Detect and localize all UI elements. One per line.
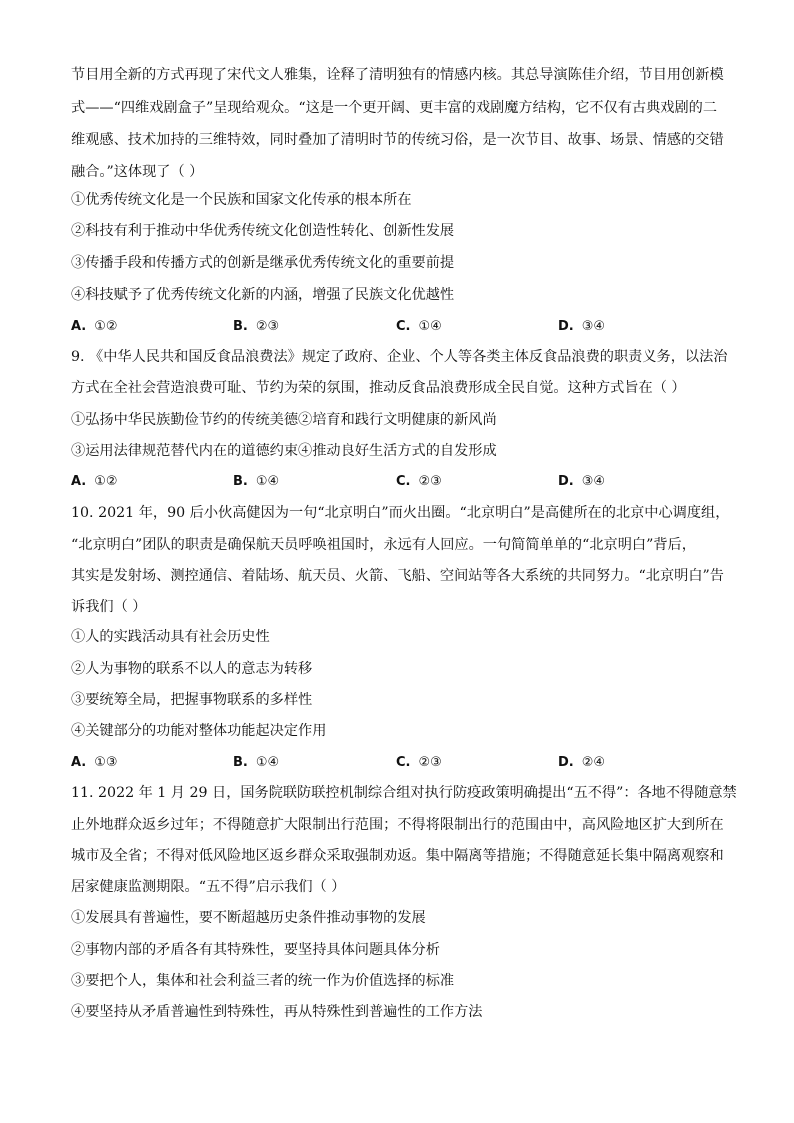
q8-statement: ②科技有利于推动中华优秀传统文化创造性转化、创新性发展 bbox=[71, 223, 455, 239]
q10-option-b: B. ①④ bbox=[233, 755, 280, 770]
q9-option-a: A. ①② bbox=[71, 474, 118, 489]
q8-stem-line: 式——“四维戏剧盒子”呈现给观众。“这是一个更开阔、更丰富的戏剧魔方结构，它不仅有古典戏剧的二 bbox=[71, 100, 718, 116]
q9-option-b: B. ①④ bbox=[233, 474, 280, 489]
q10-statement: ③要统筹全局，把握事物联系的多样性 bbox=[71, 692, 313, 708]
q8-option-c: C. ①④ bbox=[396, 319, 442, 334]
q10-statement: ①人的实践活动具有社会历史性 bbox=[71, 629, 270, 645]
q10-option-c: C. ②③ bbox=[396, 755, 442, 770]
q8-stem-line: 维观感、技术加持的三维特效，同时叠加了清明时节的传统习俗，是一次节目、故事、场景、情感的交错 bbox=[71, 132, 724, 148]
q9-option-d: D. ③④ bbox=[558, 474, 606, 489]
q8-option-d: D. ③④ bbox=[558, 319, 606, 334]
q11-statement: ③要把个人，集体和社会利益三者的统一作为价值选择的标准 bbox=[71, 973, 455, 989]
q8-stem-line: 节目用全新的方式再现了宋代文人雅集，诠释了清明独有的情感内核。其总导演陈佳介绍，节目用创新模 bbox=[71, 67, 724, 83]
q9-stem-line: 方式在全社会营造浪费可耻、节约为荣的氛围，推动反食品浪费形成全民自觉。这种方式旨在（ ） bbox=[71, 380, 686, 396]
q9-statement: ①弘扬中华民族勤俭节约的传统美德②培育和践行文明健康的新风尚 bbox=[71, 412, 497, 428]
q8-stem-line: 融合。”这体现了（ ） bbox=[71, 164, 204, 180]
q11-stem-line: 止外地群众返乡过年；不得随意扩大限制出行范围；不得将限制出行的范围由中，高风险地区扩大到所在 bbox=[71, 817, 724, 833]
q11-statement: ①发展具有普遍性，要不断超越历史条件推动事物的发展 bbox=[71, 910, 426, 926]
q11-stem-line: 居家健康监测期限。“五不得”启示我们（ ） bbox=[71, 879, 346, 895]
q9-option-c: C. ②③ bbox=[396, 474, 442, 489]
q10-statement: ②人为事物的联系不以人的意志为转移 bbox=[71, 661, 313, 677]
q8-statement: ③传播手段和传播方式的创新是继承优秀传统文化的重要前提 bbox=[71, 255, 455, 271]
q9-statement: ③运用法律规范替代内在的道德约束④推动良好生活方式的自发形成 bbox=[71, 443, 497, 459]
q10-stem-line: 10. 2021 年，90 后小伙高健因为一句“北京明白”而火出圈。“北京明白”是高健所在的北京中心调度组， bbox=[71, 505, 730, 521]
q8-option-a: A. ①② bbox=[71, 319, 118, 334]
q8-statement: ①优秀传统文化是一个民族和国家文化传承的根本所在 bbox=[71, 192, 412, 208]
q11-statement: ④要坚持从矛盾普遍性到特殊性，再从特殊性到普遍性的工作方法 bbox=[71, 1004, 483, 1020]
q10-stem-line: “北京明白”团队的职责是确保航天员呼唤祖国时，永远有人回应。一句简简单单的“北京明白”背后， bbox=[71, 537, 696, 553]
q11-stem-line: 11. 2022 年 1 月 29 日，国务院联防联控机制综合组对执行防疫政策明确提出“五不得”：各地不得随意禁 bbox=[71, 785, 737, 801]
q10-stem-line: 诉我们（ ） bbox=[71, 599, 147, 615]
q9-stem-line: 9. 《中华人民共和国反食品浪费法》规定了政府、企业、个人等各类主体反食品浪费的职责义务，以法治 bbox=[71, 349, 728, 365]
q8-statement: ④科技赋予了优秀传统文化新的内涵，增强了民族文化优越性 bbox=[71, 287, 455, 303]
q11-statement: ②事物内部的矛盾各有其特殊性，要坚持具体问题具体分析 bbox=[71, 942, 440, 958]
q10-option-a: A. ①③ bbox=[71, 755, 118, 770]
q10-stem-line: 其实是发射场、测控通信、着陆场、航天员、火箭、飞船、空间站等各大系统的共同努力。“北京明白”告 bbox=[71, 568, 724, 584]
q8-option-b: B. ②③ bbox=[233, 319, 280, 334]
q11-stem-line: 城市及全省；不得对低风险地区返乡群众采取强制劝返。集中隔离等措施；不得随意延长集中隔离观察和 bbox=[71, 848, 724, 864]
q10-option-d: D. ②④ bbox=[558, 755, 606, 770]
q10-statement: ④关键部分的功能对整体功能起决定作用 bbox=[71, 723, 327, 739]
